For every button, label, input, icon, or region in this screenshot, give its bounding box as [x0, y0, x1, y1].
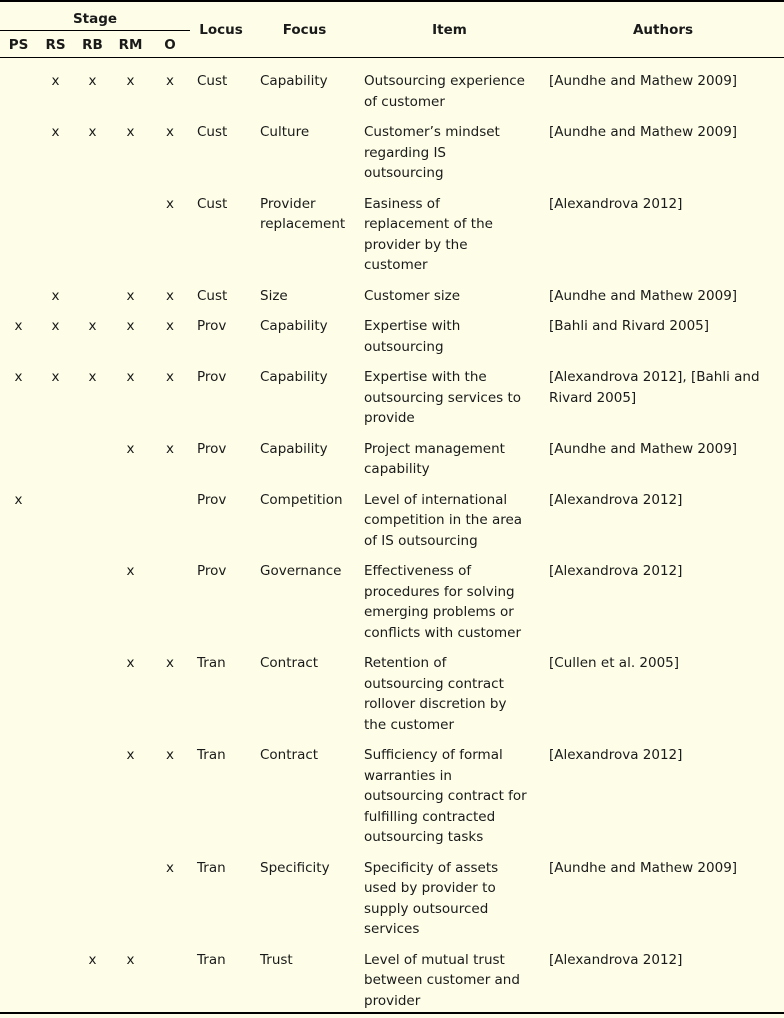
cell-authors: [Alexandrova 2012] [549, 951, 683, 968]
cell-item: Customer size [364, 287, 461, 304]
cell-rs: x [51, 287, 60, 304]
cell-item: Project management capability [364, 440, 505, 477]
cell-ps [0, 185, 37, 277]
table-row [0, 941, 784, 1014]
cell-rm: x [126, 124, 135, 140]
cell-rs [37, 552, 74, 644]
cell-rb: x [88, 124, 97, 140]
table-row [0, 277, 784, 308]
cell-authors: [Alexandrova 2012] [549, 747, 683, 763]
column-header-rb: RB [82, 37, 103, 53]
cell-rm: x [126, 73, 135, 89]
cell-rm [111, 849, 150, 941]
cell-focus: Competition [260, 491, 343, 508]
cell-rs [37, 736, 74, 849]
cell-focus: Capability [260, 73, 328, 89]
cell-authors: [Alexandrova 2012] [549, 491, 683, 508]
cell-focus: Trust [260, 951, 293, 968]
cell-authors: [Aundhe and Mathew 2009] [549, 287, 738, 304]
cell-ps [0, 61, 37, 113]
cell-ps [0, 736, 37, 849]
cell-locus: Tran [197, 951, 226, 968]
table-row [0, 552, 784, 644]
column-group-stage: Stage [72, 11, 118, 27]
table-row [0, 185, 784, 277]
cell-o [150, 552, 190, 644]
cell-rs [37, 644, 74, 736]
cell-rb [74, 552, 111, 644]
cell-ps [0, 644, 37, 736]
cell-rm: x [126, 563, 135, 579]
cell-item: Sufficiency of formal warranties in outsourcing contract for fulfilling contracted outsourcing tasks [364, 747, 527, 845]
cell-rs: x [51, 124, 60, 140]
cell-ps [0, 941, 37, 1014]
cell-item: Customer’s mindset regarding IS outsourcing [364, 124, 500, 181]
column-header-rm: RM [118, 37, 143, 53]
cell-rs: x [51, 369, 60, 385]
column-header-ps: PS [8, 37, 29, 53]
table-header [0, 1, 784, 61]
table-bottom-rule [0, 1013, 784, 1018]
cell-locus: Cust [197, 73, 228, 89]
cell-locus: Prov [197, 318, 227, 334]
column-header-focus: Focus [282, 21, 327, 38]
column-header-rs: RS [45, 37, 66, 53]
cell-rs: x [51, 318, 60, 334]
cell-focus: Size [260, 287, 288, 304]
cell-rm: x [126, 655, 135, 671]
cell-locus: Prov [197, 563, 227, 579]
cell-rm [111, 481, 150, 553]
cell-ps: x [14, 369, 23, 385]
table-row [0, 736, 784, 849]
cell-o: x [166, 318, 174, 334]
cell-locus: Cust [197, 287, 228, 304]
cell-rm: x [126, 440, 135, 457]
cell-authors: [Aundhe and Mathew 2009] [549, 73, 738, 89]
cell-rb: x [88, 73, 97, 89]
cell-rs [37, 481, 74, 553]
cell-rm: x [126, 747, 135, 763]
cell-focus: Specificity [260, 859, 330, 876]
cell-rs [37, 849, 74, 941]
cell-o: x [166, 369, 174, 385]
table-row [0, 430, 784, 481]
cell-focus: Capability [260, 369, 328, 385]
cell-rs [37, 185, 74, 277]
cell-authors: [Aundhe and Mathew 2009] [549, 124, 738, 140]
cell-ps: x [14, 491, 23, 508]
cell-item: Outsourcing experience of customer [364, 73, 525, 110]
column-header-locus: Locus [199, 21, 243, 38]
cell-rm: x [126, 951, 135, 968]
cell-rb: x [88, 318, 97, 334]
cell-focus: Culture [260, 124, 310, 140]
table-row [0, 358, 784, 430]
cell-o: x [166, 124, 174, 140]
cell-item: Specificity of assets used by provider to supply outsourced services [364, 859, 499, 937]
cell-focus: Contract [260, 655, 319, 671]
cell-ps: x [14, 318, 23, 334]
cell-authors: [Alexandrova 2012], [Bahli and Rivard 2005] [549, 369, 760, 406]
table-body [0, 61, 784, 1018]
cell-ps [0, 849, 37, 941]
cell-rm: x [126, 287, 135, 304]
cell-locus: Prov [197, 491, 227, 508]
cell-locus: Cust [197, 124, 228, 140]
cell-rm: x [126, 318, 135, 334]
cell-item: Effectiveness of procedures for solving emerging problems or conflicts with customer [364, 563, 522, 641]
cell-rb [74, 277, 111, 308]
cell-rs [37, 941, 74, 1014]
cell-authors: [Alexandrova 2012] [549, 195, 683, 212]
cell-rb: x [88, 369, 97, 385]
table-row [0, 644, 784, 736]
table-row [0, 849, 784, 941]
cell-o: x [166, 655, 174, 671]
cell-focus: Governance [260, 563, 342, 579]
cell-rb [74, 644, 111, 736]
table-row [0, 61, 784, 113]
column-header-authors: Authors [632, 21, 694, 38]
cell-focus: Capability [260, 440, 328, 457]
cell-authors: [Bahli and Rivard 2005] [549, 318, 710, 334]
cell-locus: Prov [197, 440, 227, 457]
cell-rb [74, 430, 111, 481]
cell-o: x [166, 440, 174, 457]
cell-locus: Tran [197, 747, 226, 763]
cell-o: x [166, 195, 174, 212]
cell-authors: [Cullen et al. 2005] [549, 655, 680, 671]
cell-o: x [166, 287, 174, 304]
cell-ps [0, 430, 37, 481]
cell-rs: x [51, 73, 60, 89]
column-header-item: Item [432, 21, 467, 38]
column-header-o: O [164, 37, 176, 53]
cell-focus: Capability [260, 318, 328, 334]
cell-rb [74, 185, 111, 277]
cell-item: Easiness of replacement of the provider by the customer [364, 195, 493, 273]
cell-ps [0, 277, 37, 308]
cell-ps [0, 552, 37, 644]
cell-authors: [Alexandrova 2012] [549, 563, 683, 579]
cell-locus: Tran [197, 655, 226, 671]
cell-ps [0, 113, 37, 185]
cell-authors: [Aundhe and Mathew 2009] [549, 440, 738, 457]
cell-item: Level of mutual trust between customer and provider [364, 951, 520, 1009]
cell-locus: Prov [197, 369, 227, 385]
cell-o: x [166, 73, 174, 89]
cell-o: x [166, 747, 174, 763]
table-row [0, 113, 784, 185]
table-row [0, 481, 784, 553]
header-group-row [0, 6, 784, 31]
cell-rb [74, 736, 111, 849]
cell-authors: [Aundhe and Mathew 2009] [549, 859, 738, 876]
cell-item: Level of international competition in the area of IS outsourcing [364, 491, 523, 549]
cell-o: x [166, 859, 174, 876]
cell-rm: x [126, 369, 135, 385]
cell-focus: Contract [260, 747, 319, 763]
cell-item: Retention of outsourcing contract rollover discretion by the customer [364, 655, 507, 733]
cell-rm [111, 185, 150, 277]
cell-o [150, 941, 190, 1014]
cell-o [150, 481, 190, 553]
cell-item: Expertise with the outsourcing services to provide [364, 369, 522, 426]
cell-focus: Provider replacement [260, 195, 346, 232]
cell-rb: x [88, 951, 97, 968]
cell-item: Expertise with outsourcing [364, 318, 461, 355]
table-row [0, 307, 784, 358]
cell-rb [74, 481, 111, 553]
cell-rb [74, 849, 111, 941]
cell-locus: Cust [197, 195, 228, 212]
cell-locus: Tran [197, 859, 226, 876]
cell-rs [37, 430, 74, 481]
